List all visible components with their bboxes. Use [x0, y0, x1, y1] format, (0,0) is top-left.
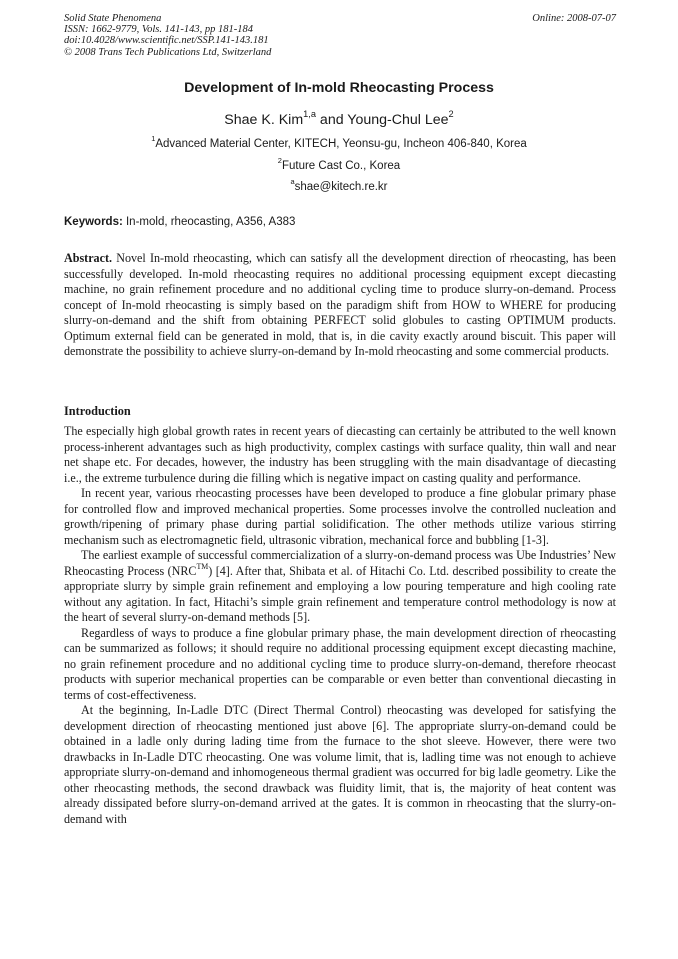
affiliation-1-text: Advanced Material Center, KITECH, Yeonsu-gu, Incheon 406-840, Korea [155, 138, 527, 150]
intro-paragraph-3 [64, 548, 616, 626]
online-date: Online: 2008-07-07 [532, 13, 616, 24]
affiliation-2 [0, 156, 678, 172]
journal-header [64, 13, 384, 58]
intro-paragraph-2: In recent year, various rheocasting processes have been developed to produce a fine globular primary phase for controlled flow and improved mechanical properties. Some processes involve the controlled nucleation and growth/ripening of primary phase during partial solidification. The other methods utilize various stirring mechanism such as electromagnetic field, ultrasonic vibration, mechanical force and bubbling [1-3]. [64, 486, 616, 547]
abstract [64, 251, 616, 360]
email-text: shae@kitech.re.kr [294, 181, 388, 193]
abstract-text: Novel In-mold rheocasting, which can satisfy all the development direction of rheocasting, has been successfully developed. In-mold rheocasting requires no additional processing equipment except diecasting machine, no grain refinement procedure and no additional cycling time to produce slurry-on-demand. Process concept of In-mold rheocasting is simply based on the paradigm shift from HOW to WHERE for producing slurry-on-demand and the shift from obtaining PERFECT solid globules to casting OPTIMUM products. Optimum external field can be generated in mold, that is, in die cavity exactly around biscuit. This paper will demonstrate the possibility to achieve slurry-on-demand by In-mold rheocasting and some commercial products. [64, 251, 616, 358]
journal-name: Solid State Phenomena [64, 13, 162, 24]
author-2: Young-Chul Lee [347, 112, 449, 128]
intro-paragraph-3-part-a: The earliest example of successful commercialization of a slurry-on-demand process was Ube Industries’ New Rheocasting Process (NRC [64, 548, 616, 578]
intro-paragraph-1: The especially high global growth rates in recent years of diecasting can certainly be attributed to the well known process-inherent advantages such as high productivity, complex castings with surface quality, thin wall and near net shape etc. For decades, however, the industry has been struggling with the main disadvantage of diecasting i.e., the extreme turbulence during die filling which is negative impact on casting quality and performance. [64, 424, 616, 485]
affiliation-1-superscript: 1 [151, 134, 156, 144]
intro-paragraph-5: At the beginning, In-Ladle DTC (Direct Thermal Control) rheocasting was developed for satisfying the development direction of rheocasting mentioned just above [6]. The appropriate slurry-on-demand could be obtained in a ladle only during lading time from the furnace to the shot sleeve. However, there were two drawbacks in In-Ladle DTC rheocasting. One was volume limit, that is, ladling time was not enough to achieve appropriate slurry-on-demand and inhomogeneous thermal gradient was occurred for big ladle geometry. Like the other rheocasting methods, the second drawback was fluidity limit, that is, the majority of heat content was already dissipated before slurry-on-demand arrived at the gates. It is common in rheocasting that the slurry-on-demand with [64, 703, 616, 826]
copyright-line: © 2008 Trans Tech Publications Ltd, Switzerland [64, 46, 272, 58]
email-superscript: a [290, 177, 295, 187]
intro-paragraph-4: Regardless of ways to produce a fine globular primary phase, the main development direction of rheocasting can be summarized as follows; it should require no additional processing equipment except diecasting machine, no grain refinement procedure and no additional cycling time to produce slurry-on-demand, therefore rheocast products with superior mechanical properties can be comparable or even better than conventional diecasting in terms of cost-effectiveness. [64, 625, 616, 702]
affiliation-2-superscript: 2 [277, 156, 282, 166]
keywords-text: In-mold, rheocasting, A356, A383 [122, 216, 296, 228]
intro-paragraph-3-part-b: ) [4]. After that, Shibata et al. of Hitachi Co. Ltd. described possibility to create the appropriate slurry by simple grain refinement and employing a low pouring temperature and high cooling rate without any agitation. In fact, Hitachi’s simple grain refinement and temperature control methodology is now at the heart of several slurry-on-demand methods [5]. [64, 563, 616, 624]
author-email [0, 177, 678, 193]
introduction-body [64, 424, 616, 827]
introduction-heading: Introduction [64, 404, 131, 418]
paper-title: Development of In-mold Rheocasting Process [184, 80, 494, 96]
author-line [0, 109, 678, 128]
keywords-label: Keywords: [64, 216, 123, 228]
author-2-superscript: 2 [448, 109, 454, 120]
affiliation-1 [0, 134, 678, 150]
keywords [64, 216, 616, 228]
author-conjunction: and [315, 112, 348, 128]
abstract-label: Abstract. [64, 251, 113, 265]
doi-line: doi:10.4028/www.scientific.net/SSP.141-143.181 [64, 35, 269, 47]
trademark-superscript: TM [196, 561, 209, 571]
author-1-superscript: 1,a [303, 109, 316, 120]
author-1: Shae K. Kim [224, 112, 304, 128]
issn-line: ISSN: 1662-9779, Vols. 141-143, pp 181-184 [64, 24, 253, 36]
affiliation-2-text: Future Cast Co., Korea [281, 160, 401, 172]
